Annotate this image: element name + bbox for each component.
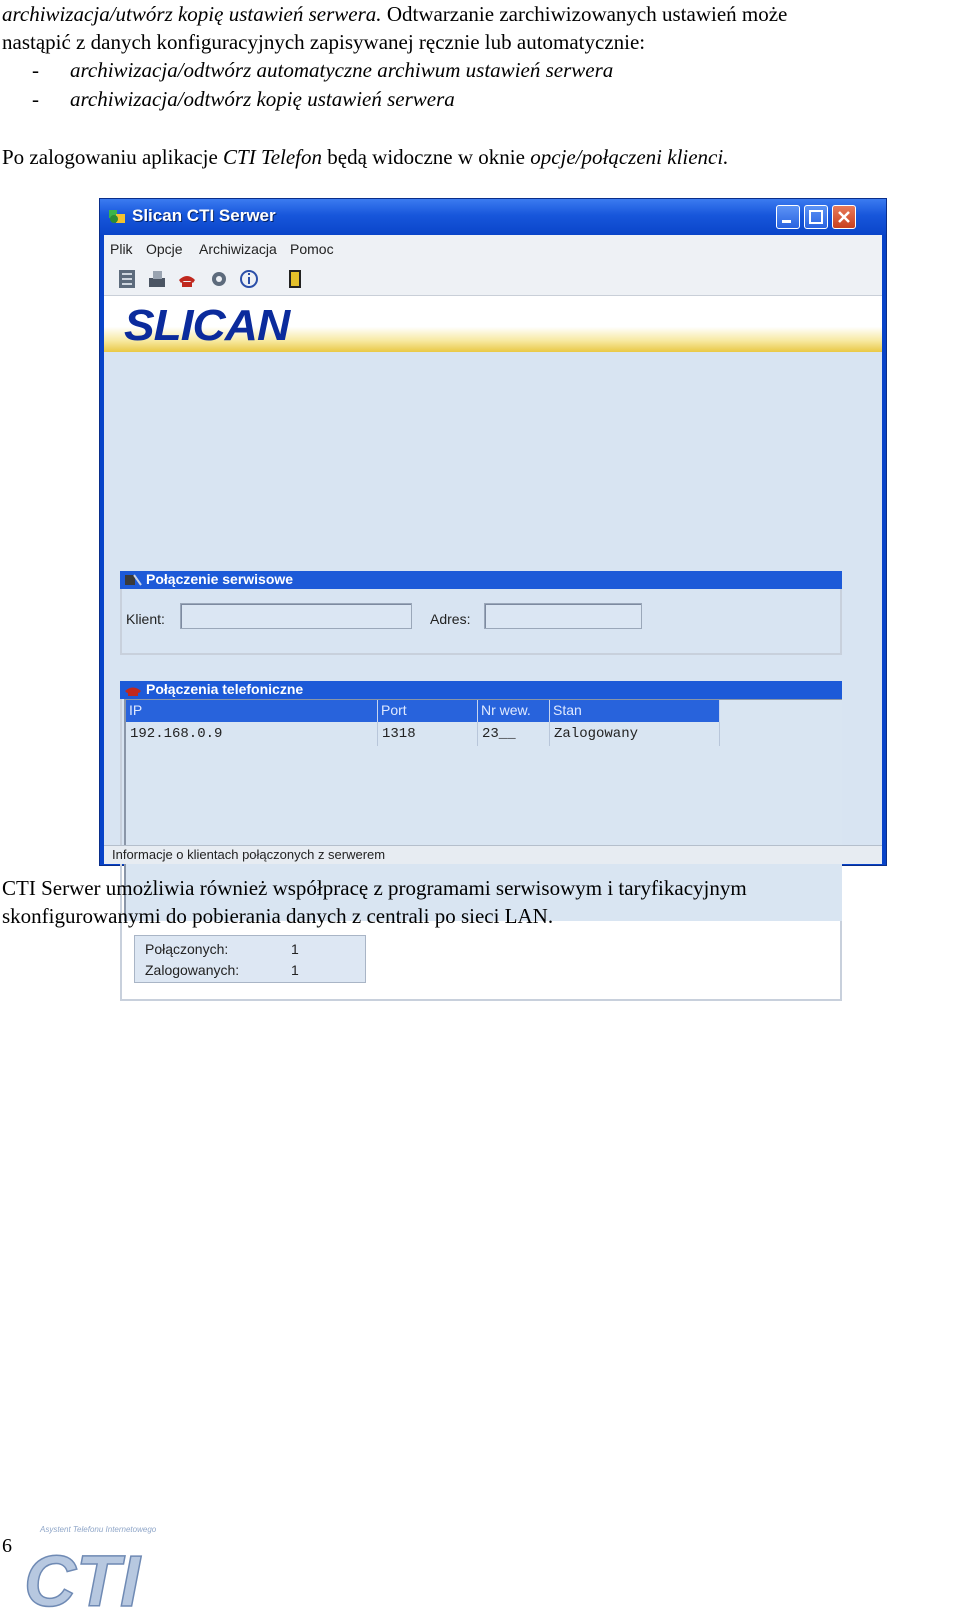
client-label: Klient: [126,611,165,627]
exit-door-icon[interactable] [284,268,306,290]
window-titlebar[interactable] [100,199,886,235]
options-connected-clients-term: opcje/połączeni klienci. [530,145,729,169]
bullet-dash: - [32,87,39,111]
fax-icon[interactable] [146,268,168,290]
para2-text-a: Po zalogowaniu aplikacje [2,145,224,169]
column-header-port[interactable]: Port [378,700,478,722]
cti-footer-logo [20,1520,180,1612]
archive-copy-phrase: archiwizacja/utwórz kopię ustawień serwera. [2,2,382,26]
column-header-ext[interactable]: Nr wew. [478,700,550,722]
connected-count: 1 [291,941,299,957]
connected-label: Połączonych: [145,941,229,957]
slican-banner [104,296,882,352]
service-group-title: Połączenie serwisowe [146,571,294,587]
bullet-item-1 [32,56,613,85]
cti-telefon-term: CTI Telefon [223,145,323,169]
bullet-item-2 [32,85,455,114]
row-port: 1318 [382,726,416,742]
row-extension: 23__ [482,726,516,742]
menu-bar [104,235,882,263]
slican-logo: SLICAN [124,300,290,350]
service-tools-icon [124,573,142,587]
para2-text-c: będą widoczne w oknie [322,145,531,169]
logged-label: Zalogowanych: [145,962,240,978]
connection-stats-box [134,935,366,983]
column-separator [477,722,478,746]
paragraph-1-line-2: nastąpić z danych konfiguracyjnych zapisywanej ręcznie lub automatycznie: [2,30,646,54]
status-text: Informacje o klientach połączonych z serwerem [112,847,386,862]
column-header-state[interactable]: Stan [550,700,720,722]
menu-archiwizacja[interactable]: Archiwizacja [199,241,277,257]
app-icon [108,207,126,225]
paragraph-3-line-2: skonfigurowanymi do pobierania danych z centrali po sieci LAN. [2,904,554,928]
close-icon [833,206,855,228]
column-header-ip[interactable]: IP [126,700,378,722]
status-bar [104,845,882,864]
bullet-text: archiwizacja/odtwórz kopię ustawień serwera [70,87,455,111]
paragraph-2 [2,143,728,172]
paragraph-1-line-1 [2,0,787,29]
phone-group-icon [124,683,142,697]
column-separator [377,722,378,746]
phone-icon[interactable] [176,268,198,290]
paragraph-3-line-1: CTI Serwer umożliwia również współpracę z programami serwisowym i taryfikacyjnym [2,876,747,900]
restore-text: Odtwarzanie zarchiwizowanych ustawień może [381,2,788,26]
row-state: Zalogowany [554,726,639,742]
menu-opcje[interactable]: Opcje [146,241,183,257]
row-ip[interactable]: 192.168.0.9 [130,726,223,742]
menu-plik[interactable]: Plik [110,241,133,257]
bullet-dash: - [32,58,39,82]
address-field[interactable] [484,603,642,629]
column-separator [549,722,550,746]
cti-logo-letters: CTI [24,1542,140,1612]
logged-count: 1 [291,962,299,978]
close-button[interactable] [832,205,856,229]
bullet-text: archiwizacja/odtwórz automatyczne archiwum ustawień serwera [70,58,614,82]
address-label: Adres: [430,611,471,627]
settings-gear-icon[interactable] [208,268,230,290]
maximize-button[interactable] [804,205,828,229]
server-icon[interactable] [116,268,138,290]
column-separator [719,722,720,746]
client-field[interactable] [180,603,412,629]
minimize-button[interactable] [776,205,800,229]
menu-pomoc[interactable]: Pomoc [290,241,334,257]
minimize-icon [777,206,799,228]
phone-group-header [120,681,842,699]
page-number: 6 [2,1535,12,1557]
window-title: Slican CTI Serwer [132,206,276,225]
toolbar [104,263,882,296]
cti-logo-tagline: Asystent Telefonu Internetowego [40,1525,157,1534]
service-group-header [120,571,842,589]
maximize-icon [805,206,827,228]
phone-group-title: Połączenia telefoniczne [146,681,304,697]
info-icon[interactable] [238,268,260,290]
